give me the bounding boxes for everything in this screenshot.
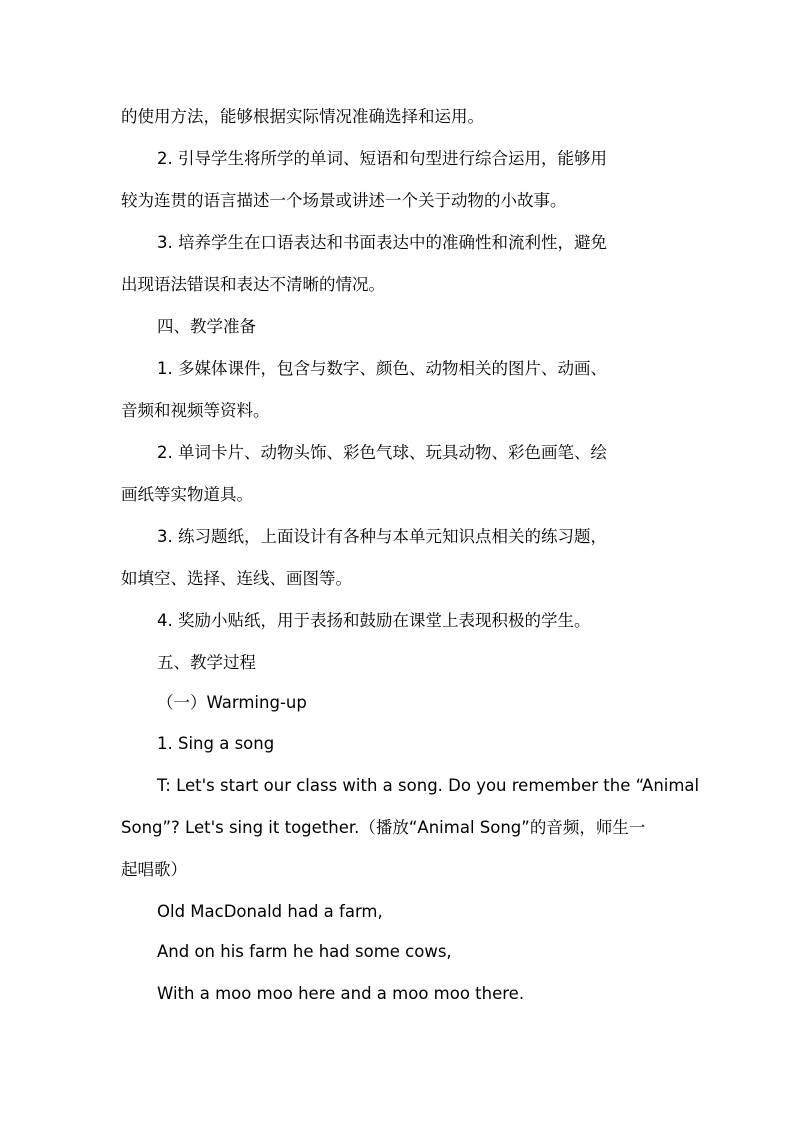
section-heading-preparation: 四、教学准备 [157,317,256,336]
teacher-speech-continued: Song”? Let's sing it together.（播放“Animal Song”的音频，师生一 [121,818,646,837]
preparation-item-3: 3. 练习题纸，上面设计有各种与本单元知识点相关的练习题， [157,527,607,546]
section-heading-process: 五、教学过程 [157,653,256,672]
preparation-item-2-continued: 画纸等实物道具。 [121,485,253,504]
objective-item-3: 3. 培养学生在口语表达和书面表达中的准确性和流利性，避免 [157,233,607,252]
preparation-item-1-continued: 音频和视频等资料。 [121,401,270,420]
song-lyric-line-1: Old MacDonald had a farm, [157,902,383,921]
preparation-item-2: 2. 单词卡片、动物头饰、彩色气球、玩具动物、彩色画笔、绘 [157,443,607,462]
preparation-item-4: 4. 奖励小贴纸，用于表扬和鼓励在课堂上表现积极的学生。 [157,611,591,630]
step-heading-sing-a-song: 1. Sing a song [157,734,275,753]
preparation-item-1: 1. 多媒体课件，包含与数字、颜色、动物相关的图片、动画、 [157,359,607,378]
teacher-speech: T: Let's start our class with a song. Do you remember the “Animal [157,776,700,795]
teacher-speech-end: 起唱歌） [121,860,187,879]
subsection-heading-warming-up: （一）Warming-up [157,693,307,712]
objective-item-2: 2. 引导学生将所学的单词、短语和句型进行综合运用，能够用 [157,149,607,168]
objective-item-2-continued: 较为连贯的语言描述一个场景或讲述一个关于动物的小故事。 [121,191,567,210]
preparation-item-3-continued: 如填空、选择、连线、画图等。 [121,569,352,588]
objective-item-3-continued: 出现语法错误和表达不清晰的情况。 [121,275,385,294]
paragraph-continuation: 的使用方法，能够根据实际情况准确选择和运用。 [121,107,484,126]
song-lyric-line-3: With a moo moo here and a moo moo there. [157,984,525,1003]
song-lyric-line-2: And on his farm he had some cows, [157,942,452,961]
